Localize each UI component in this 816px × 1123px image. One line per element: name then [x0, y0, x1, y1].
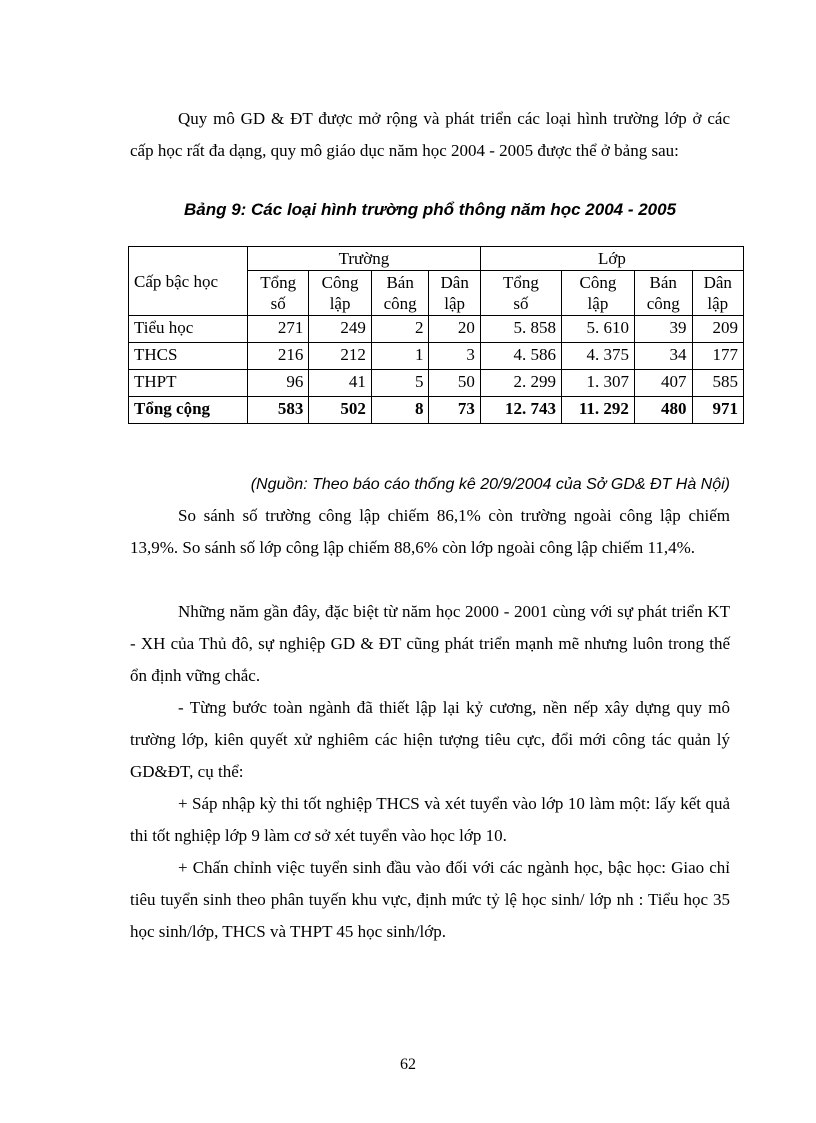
table-cell: 249 [309, 316, 372, 343]
subheader-cell: Bán công [634, 271, 692, 316]
row-label: THCS [129, 343, 248, 370]
total-cell: 480 [634, 397, 692, 424]
row-label: THPT [129, 370, 248, 397]
table-row [129, 343, 744, 370]
body-paragraph: Những năm gần đây, đặc biệt từ năm học 2000 - 2001 cùng với sự phát triển KT - XH của Thủ đô, sự nghiệp GD & ĐT cũng phát triển mạnh mẽ nhưng luôn trong thế ổn định vững chắc. [130, 602, 730, 685]
group-header-lop: Lớp [480, 247, 743, 271]
subheader-cell: Bán công [371, 271, 429, 316]
table-cell: 41 [309, 370, 372, 397]
group-header-truong: Trường [248, 247, 481, 271]
table-cell: 585 [692, 370, 743, 397]
table-cell: 3 [429, 343, 480, 370]
table-cell: 4. 375 [561, 343, 634, 370]
table-caption: Bảng 9: Các loại hình trường phổ thông năm học 2004 - 2005 [183, 200, 677, 219]
subheader-cell: Công lập [309, 271, 372, 316]
table-row [129, 370, 744, 397]
table-cell: 407 [634, 370, 692, 397]
subheader-cell: Tổng số [248, 271, 309, 316]
intro-paragraph: Quy mô GD & ĐT được mở rộng và phát triển các loại hình trường lớp ở các cấp học rất đa dạng, quy mô giáo dục năm học 2004 - 2005 được thể ở bảng sau: [130, 109, 730, 160]
table-cell: 96 [248, 370, 309, 397]
body-paragraph: So sánh số trường công lập chiếm 86,1% còn trường ngoài công lập chiếm 13,9%. So sánh số lớp công lập chiếm 88,6% còn lớp ngoài công lập chiếm 11,4%. [130, 506, 730, 557]
school-types-table [128, 246, 744, 424]
table-cell: 2. 299 [480, 370, 561, 397]
total-cell: 583 [248, 397, 309, 424]
total-cell: 8 [371, 397, 429, 424]
table-cell: 271 [248, 316, 309, 343]
page-number: 62 [400, 1056, 416, 1073]
table-cell: 177 [692, 343, 743, 370]
table-cell: 1 [371, 343, 429, 370]
subheader-cell: Công lập [561, 271, 634, 316]
total-label: Tổng cộng [129, 397, 248, 424]
table-row [129, 316, 744, 343]
body-paragraph: - Từng bước toàn ngành đã thiết lập lại kỷ cương, nền nếp xây dựng quy mô trường lớp, kiên quyết xử nghiêm các hiện tượng tiêu cực, đổi mới công tác quản lý GD&ĐT, cụ thể: [130, 698, 730, 781]
table-cell: 5. 610 [561, 316, 634, 343]
table-source-note: (Nguồn: Theo báo cáo thống kê 20/9/2004 của Sở GD& ĐT Hà Nội) [250, 476, 730, 493]
table-cell: 5. 858 [480, 316, 561, 343]
table-cell: 209 [692, 316, 743, 343]
table-total-row [129, 397, 744, 424]
table-cell: 34 [634, 343, 692, 370]
table-cell: 212 [309, 343, 372, 370]
subheader-cell: Tổng số [480, 271, 561, 316]
body-paragraph: + Sáp nhập kỳ thi tốt nghiệp THCS và xét tuyển vào lớp 10 làm một: lấy kết quả thi tốt nghiệp lớp 9 làm cơ sở xét tuyển vào học lớp 10. [130, 794, 730, 845]
table-cell: 216 [248, 343, 309, 370]
table-cell: 39 [634, 316, 692, 343]
subheader-cell: Dân lập [429, 271, 480, 316]
table-cell: 4. 586 [480, 343, 561, 370]
total-cell: 971 [692, 397, 743, 424]
table-cell: 50 [429, 370, 480, 397]
total-cell: 502 [309, 397, 372, 424]
total-cell: 73 [429, 397, 480, 424]
subheader-cell: Dân lập [692, 271, 743, 316]
table-header-row-1 [129, 247, 744, 271]
table-cell: 20 [429, 316, 480, 343]
total-cell: 11. 292 [561, 397, 634, 424]
table-cell: 5 [371, 370, 429, 397]
table-cell: 2 [371, 316, 429, 343]
body-paragraph: + Chấn chỉnh việc tuyển sinh đầu vào đối với các ngành học, bậc học: Giao chỉ tiêu tuyển sinh theo phân tuyến khu vực, định mức tỷ lệ học sinh/ lớp nh : Tiểu học 35 học sinh/lớp, THCS và THPT 45 học sinh/lớp. [130, 858, 730, 941]
table-cell: 1. 307 [561, 370, 634, 397]
row-label: Tiểu học [129, 316, 248, 343]
row-header-cell: Cấp bậc học [129, 247, 248, 316]
total-cell: 12. 743 [480, 397, 561, 424]
